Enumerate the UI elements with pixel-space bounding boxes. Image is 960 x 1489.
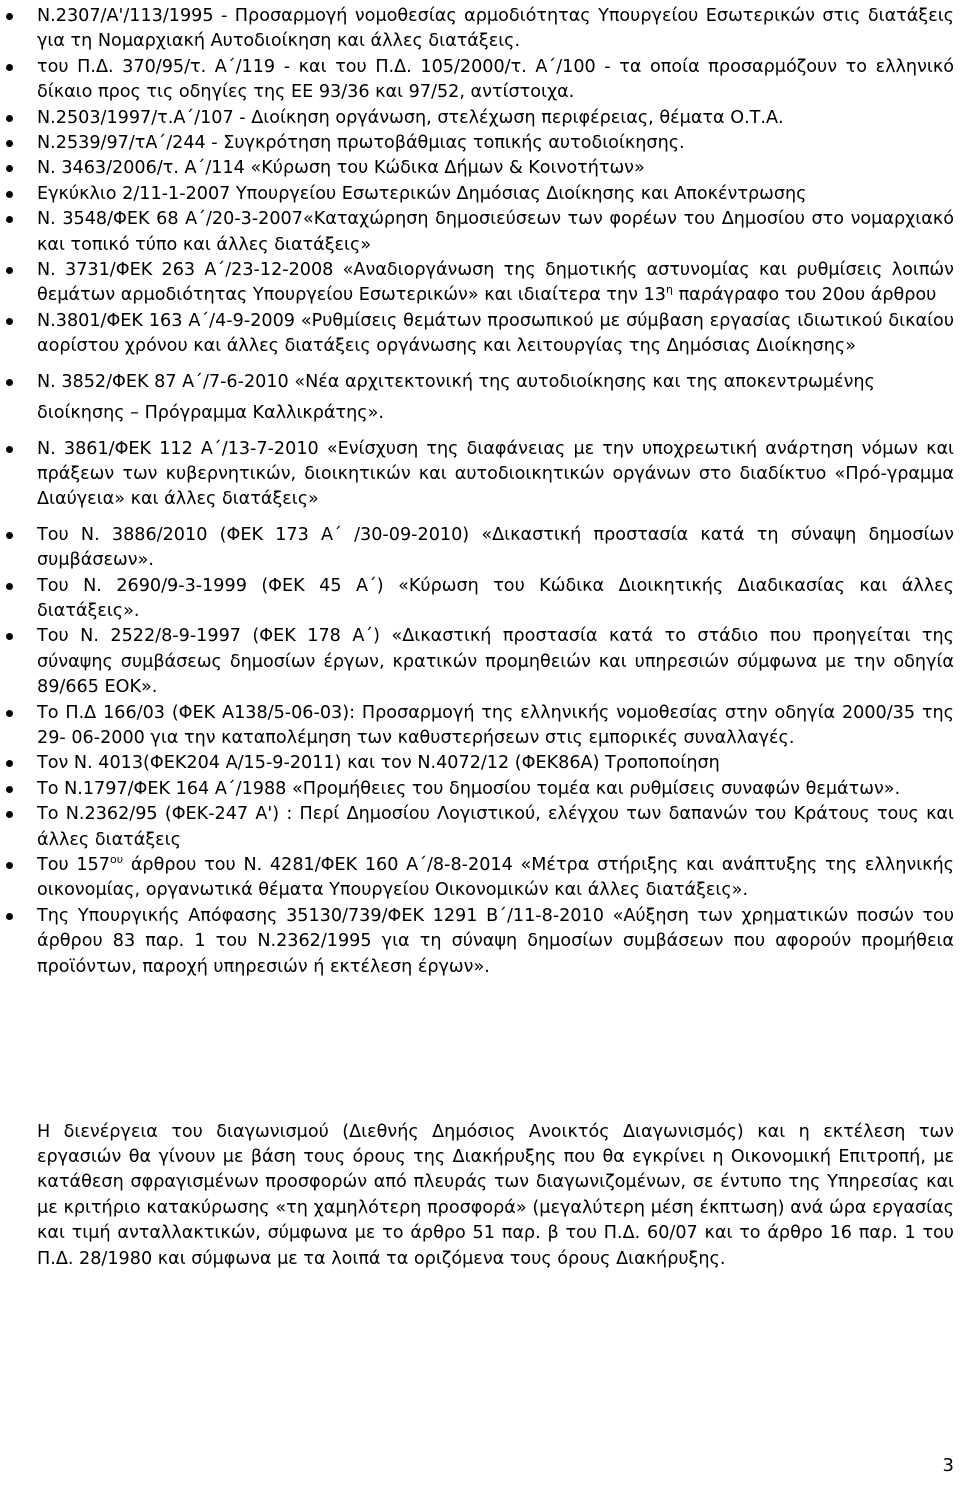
page-number: 3 [942, 1455, 954, 1476]
list-item-text: Του Ν. 3886/2010 (ΦΕΚ 173 Α΄ /30-09-2010) «Δικαστική προστασία κατά τη σύναψη δημοσίων συμβάσεων». [37, 524, 954, 571]
list-item [0, 624, 960, 700]
bullet-icon [6, 532, 13, 539]
bullet-icon [6, 446, 13, 453]
superscript: ου [110, 853, 124, 866]
list-item-text: Του 157 [37, 855, 110, 875]
bullet-icon [6, 811, 13, 818]
list-item-text: Του Ν. 2522/8-9-1997 (ΦΕΚ 178 Α΄) «Δικαστική προστασία κατά το στάδιο που προηγείται της σύναψης συμβάσεως δημοσίων έργων, κρατικών προμηθειών και υπηρεσιών σύμφωνα με την οδηγία 89/665 ΕΟΚ». [37, 626, 954, 698]
list-item-text: Ν.2539/97/τΑ΄/244 - Συγκρότηση πρωτοβάθμιας τοπικής αυτοδιοίκησης. [37, 133, 685, 154]
list-item [0, 156, 960, 181]
bullet-icon [6, 165, 13, 172]
list-item-text: Του Ν. 2690/9-3-1999 (ΦΕΚ 45 Α΄) «Κύρωση του Κώδικα Διοικητικής Διαδικασίας και άλλες διατάξεις». [37, 575, 954, 621]
bullet-icon [6, 913, 13, 920]
list-item-text: Ν. 3852/ΦΕΚ 87 Α΄/7-6-2010 «Νέα αρχιτεκτονική της αυτοδιοίκησης και της αποκεντρωμένης [37, 371, 875, 392]
list-item [0, 131, 960, 156]
list-item [0, 701, 960, 752]
list-item-text: Ν.3801/ΦΕΚ 163 Α΄/4-9-2009 «Ρυθμίσεις θεμάτων προσωπικού με σύμβαση εργασίας ιδιωτικού δικαίου αορίστου χρόνου και άλλες διατάξεις οργάνωσης και λειτουργίας της Δημόσιας Διοίκησης» [37, 310, 954, 357]
list-item-text: Το Π.Δ 166/03 (ΦΕΚ Α138/5-06-03): Προσαρμογή της ελληνικής νομοθεσίας στην οδηγία 2000/35 της 29- 06-2000 για την καταπολέμηση των καθυστερήσεων στις εμπορικές συναλλαγές. [37, 702, 954, 748]
list-item [0, 182, 960, 207]
list-item-text-line2: διοίκησης – Πρόγραμμα Καλλικράτης». [37, 403, 384, 424]
list-item-text: Ν. 3548/ΦΕΚ 68 Α΄/20-3-2007«Καταχώρηση δημοσιεύσεων των φορέων του Δημοσίου στο νομαρχιακό και τοπικό τύπο και άλλες διατάξεις» [37, 209, 954, 255]
bullet-icon [6, 710, 13, 717]
list-item [0, 853, 960, 904]
list-item [0, 370, 960, 427]
list-item-text: Της Υπουργικής Απόφασης 35130/739/ΦΕΚ 1291 Β΄/11-8-2010 «Αύξηση των χρηματικών ποσών του άρθρου 83 παρ. 1 του Ν.2362/1995 για τη σύναψη δημοσίων συμβάσεων που αφορούν προμήθεια προϊόντων, παροχή υπηρεσιών ή εκτέλεση έργων». [37, 905, 954, 977]
bullet-icon [6, 633, 13, 640]
list-item [0, 523, 960, 574]
list-item-text: Το Ν.2362/95 (ΦΕΚ-247 Α') : Περί Δημοσίου Λογιστικού, ελέγχου των δαπανών του Κράτους τους και άλλες διατάξεις [37, 804, 954, 850]
list-item-text: Εγκύκλιο 2/11-1-2007 Υπουργείου Εσωτερικών Δημόσιας Διοίκησης και Αποκέντρωσης [37, 183, 807, 204]
bullet-icon [6, 760, 13, 767]
bullet-icon [6, 140, 13, 147]
bullet-icon [6, 379, 13, 386]
list-item [0, 207, 960, 258]
list-item-text: Ν. 3463/2006/τ. Α΄/114 «Κύρωση του Κώδικα Δήμων & Κοινοτήτων» [37, 158, 645, 179]
list-item-text: Ν.2307/Α'/113/1995 - Προσαρμογή νομοθεσίας αρμοδιότητας Υπουργείου Εσωτερικών στις διατάξεις για τη Νομαρχιακή Αυτοδιοίκηση και άλλες διατάξεις. [37, 6, 954, 52]
list-item [0, 309, 960, 360]
body-paragraph: Η διενέργεια του διαγωνισμού (Διεθνής Δημόσιος Ανοικτός Διαγωνισμός) και η εκτέλεση των εργασιών θα γίνουν με βάση τους όρους της Διακήρυξης που θα εγκρίνει η Οικονομική Επιτροπή, με κατάθεση σφραγισμένων προσφορών από πλευράς των διαγωνιζομένων, σε έντυπο της Υπηρεσίας και με κριτήριο κατακύρωσης «τη χαμηλότερη προσφορά» (μεγαλύτερη μέση έκπτωση) ανά ώρα εργασίας και τιμή ανταλλακτικών, σύμφωνα με το άρθρο 51 παρ. β του Π.Δ. 60/07 και το άρθρο 16 παρ. 1 του Π.Δ. 28/1980 και σύμφωνα με τα λοιπά τα οριζόμενα τους όρους Διακήρυξης. [37, 1121, 954, 1269]
list-item-text: του Π.Δ. 370/95/τ. Α΄/119 - και του Π.Δ. 105/2000/τ. Α΄/100 - τα οποία προσαρμόζουν το ελληνικό δίκαιο προς τις οδηγίες της ΕΕ 93/36 και 97/52, αντίστοιχα. [37, 56, 954, 103]
bullet-icon [6, 267, 13, 274]
bullet-icon [6, 862, 13, 869]
list-item [0, 106, 960, 131]
list-item [0, 258, 960, 309]
bullet-icon [6, 216, 13, 223]
bullet-icon [6, 318, 13, 325]
list-item-text-cont: παράγραφο του 20ου άρθρου [672, 285, 937, 306]
list-item-text: Τον Ν. 4013(ΦΕΚ204 Α/15-9-2011) και τον Ν.4072/12 (ΦΕΚ86Α) Τροποποίηση [37, 753, 720, 774]
list-item-text: Ν. 3731/ΦΕΚ 263 Α΄/23-12-2008 «Αναδιοργάνωση της δημοτικής αστυνομίας και ρυθμίσεις λοιπών θεμάτων αρμοδιότητας Υπουργείου Εσωτερικών» και ιδιαίτερα την 13 [37, 260, 954, 306]
list-item-text: Το Ν.1797/ΦΕΚ 164 Α΄/1988 «Προμήθειες του δημοσίου τομέα και ρυθμίσεις συναφών θεμάτων». [37, 778, 901, 799]
bullet-icon [6, 786, 13, 793]
bullet-icon [6, 64, 13, 71]
bullet-icon [6, 583, 13, 590]
bullet-icon [6, 13, 13, 20]
superscript: η [666, 283, 673, 297]
list-item [0, 437, 960, 513]
list-item-text-cont: άρθρου του Ν. 4281/ΦΕΚ 160 Α΄/8-8-2014 «Μέτρα στήριξης και ανάπτυξης της ελληνικής οικονομίας, οργανωτικά θέματα Υπουργείου Οικονομικών και άλλες διατάξεις». [37, 855, 954, 901]
list-item [0, 4, 960, 55]
list-item-text: Ν.2503/1997/τ.Α΄/107 - Διοίκηση οργάνωση, στελέχωση περιφέρειας, θέματα Ο.Τ.Α. [37, 107, 784, 128]
list-item [0, 751, 960, 776]
bullet-icon [6, 115, 13, 122]
list-item [0, 574, 960, 625]
legislation-list [0, 4, 960, 980]
list-item-text: Ν. 3861/ΦΕΚ 112 Α΄/13-7-2010 «Ενίσχυση της διαφάνειας με την υποχρεωτική ανάρτηση νόμων και πράξεων των κυβερνητικών, διοικητικών και αυτοδιοικητικών οργάνων στο διαδίκτυο «Πρό-γραμμα Διαύγεια» και άλλες διατάξεις» [37, 438, 954, 510]
bullet-icon [6, 191, 13, 198]
list-item [0, 777, 960, 802]
list-item [0, 802, 960, 853]
list-item [0, 55, 960, 106]
list-item [0, 904, 960, 980]
